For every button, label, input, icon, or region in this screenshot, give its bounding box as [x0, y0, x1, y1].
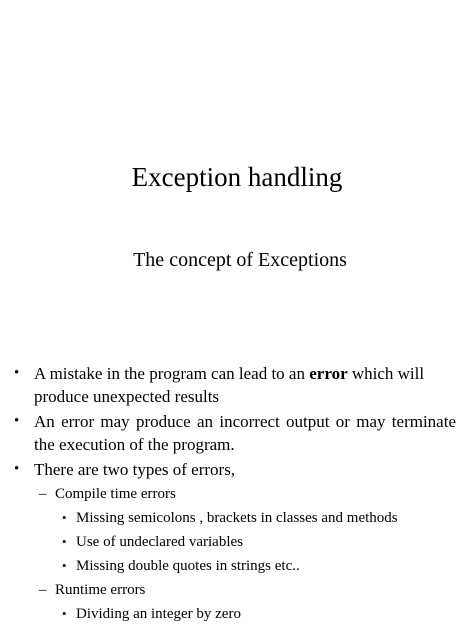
- sub-sub-item-text: Missing double quotes in strings etc..: [76, 558, 300, 574]
- sub-sub-item: [0, 555, 474, 577]
- sub-sub-item-text: Missing semicolons , brackets in classes and methods: [76, 510, 398, 526]
- bullet-item-incorrect-output: [0, 410, 456, 456]
- sub-sub-item: [0, 531, 474, 553]
- dash-icon: –: [39, 486, 47, 502]
- bullet-text: There are two types of errors,: [34, 460, 236, 479]
- bullet-icon: •: [62, 510, 67, 525]
- bullet-icon: •: [62, 534, 67, 549]
- bullet-text-before: A mistake in the program can lead to an: [34, 364, 310, 383]
- slide-title: Exception handling: [131, 162, 343, 192]
- sub-sub-item-text: Dividing an integer by zero: [76, 606, 241, 622]
- bullet-icon: •: [14, 413, 20, 429]
- bullet-text-after: which will produce unexpected results: [34, 364, 425, 406]
- bullet-icon: •: [62, 558, 67, 573]
- bullet-list: [0, 362, 474, 627]
- bullet-item-two-types: [0, 458, 456, 481]
- sub-item-runtime: [0, 579, 474, 601]
- bullet-text-bold: error: [309, 364, 348, 383]
- bullet-text: An error may produce an incorrect output or may terminate the execution of the program.: [34, 412, 456, 454]
- bullet-icon: •: [62, 606, 67, 621]
- sub-sub-item: [0, 507, 474, 529]
- sub-sub-item-text: Use of undeclared variables: [76, 534, 244, 550]
- slide-subtitle: The concept of Exceptions: [133, 249, 347, 271]
- sub-item-text: Compile time errors: [55, 486, 176, 502]
- dash-icon: –: [39, 582, 47, 598]
- bullet-icon: •: [14, 461, 20, 477]
- sub-item-text: Runtime errors: [55, 582, 146, 598]
- sub-item-compile-time: [0, 483, 474, 505]
- bullet-item-mistake: [0, 362, 456, 408]
- bullet-icon: •: [14, 365, 20, 381]
- sub-sub-item: [0, 603, 474, 625]
